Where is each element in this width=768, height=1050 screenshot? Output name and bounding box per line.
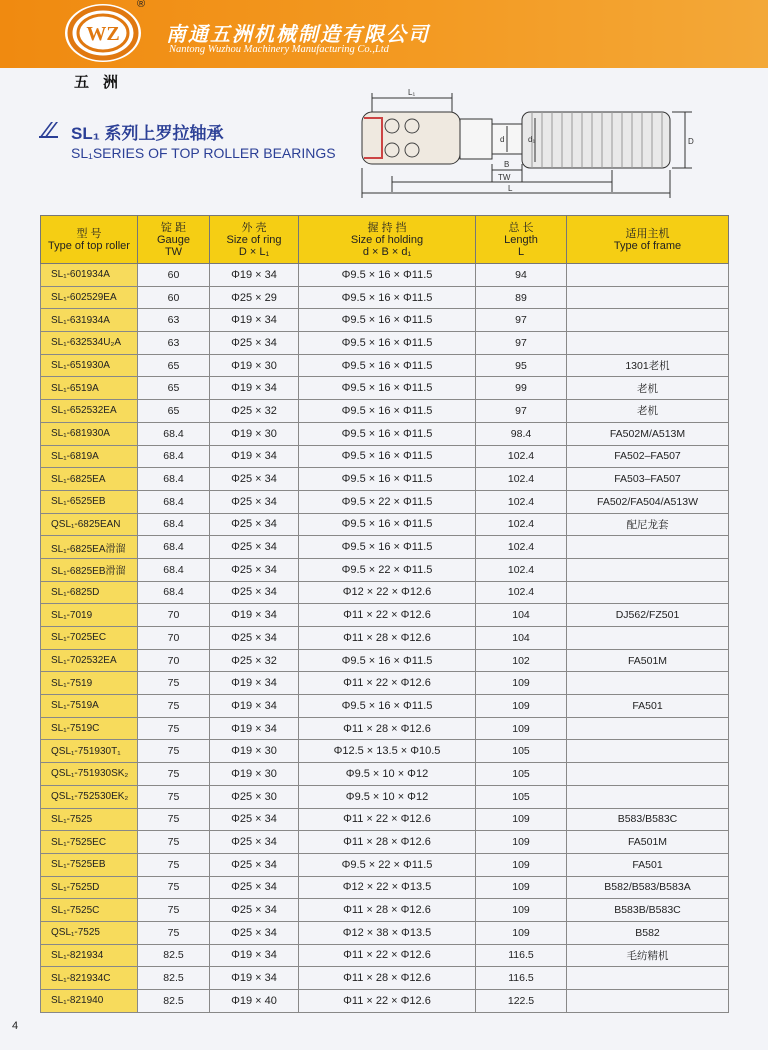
cell-length: 109 xyxy=(476,672,567,695)
cell-length: 122.5 xyxy=(476,990,567,1013)
cell-frame xyxy=(567,740,729,763)
cell-holding: Φ12 × 38 × Φ13.5 xyxy=(299,921,476,944)
diagram-label-b: B xyxy=(504,160,510,169)
cell-model: SL₁-681930A xyxy=(41,422,138,445)
table-row xyxy=(41,309,729,332)
table-row xyxy=(41,445,729,468)
cell-gauge: 60 xyxy=(138,264,210,287)
cell-length: 104 xyxy=(476,627,567,650)
cell-length: 109 xyxy=(476,717,567,740)
cell-ring: Φ25 × 34 xyxy=(210,899,299,922)
cell-length: 89 xyxy=(476,286,567,309)
cell-holding: Φ9.5 × 10 × Φ12 xyxy=(299,763,476,786)
cell-holding: Φ9.5 × 16 × Φ11.5 xyxy=(299,309,476,332)
header-holding-en: Size of holding xyxy=(350,233,424,246)
diagram-label-d1: d₁ xyxy=(528,135,536,144)
cell-gauge: 75 xyxy=(138,899,210,922)
cell-ring: Φ25 × 34 xyxy=(210,581,299,604)
header-length-cn: 总 长 xyxy=(508,221,534,234)
cell-gauge: 75 xyxy=(138,763,210,786)
cell-frame xyxy=(567,990,729,1013)
cell-gauge: 70 xyxy=(138,627,210,650)
cell-model: SL₁-631934A xyxy=(41,309,138,332)
cell-holding: Φ9.5 × 16 × Φ11.5 xyxy=(299,264,476,287)
cell-holding: Φ12.5 × 13.5 × Φ10.5 xyxy=(299,740,476,763)
cell-length: 109 xyxy=(476,853,567,876)
header-ring-sym: D × L₁ xyxy=(238,245,270,258)
cell-ring: Φ25 × 34 xyxy=(210,627,299,650)
cell-gauge: 70 xyxy=(138,604,210,627)
cell-model: QSL₁-751930SK₂ xyxy=(41,763,138,786)
cell-frame: FA502M/A513M xyxy=(567,422,729,445)
cell-length: 102.4 xyxy=(476,445,567,468)
company-name-en: Nantong Wuzhou Machinery Manufacturing Co.,Ltd xyxy=(169,44,389,55)
header-gauge-cn: 锭 距 xyxy=(160,221,187,234)
cell-model: SL₁-6819A xyxy=(41,445,138,468)
cell-length: 105 xyxy=(476,740,567,763)
cell-ring: Φ19 × 34 xyxy=(210,377,299,400)
cell-frame: FA501 xyxy=(567,695,729,718)
cell-length: 102.4 xyxy=(476,490,567,513)
cell-frame xyxy=(567,627,729,650)
cell-gauge: 70 xyxy=(138,649,210,672)
cell-length: 116.5 xyxy=(476,944,567,967)
cell-length: 104 xyxy=(476,604,567,627)
cell-gauge: 68.4 xyxy=(138,513,210,536)
cell-length: 109 xyxy=(476,921,567,944)
cell-length: 105 xyxy=(476,763,567,786)
cell-length: 102.4 xyxy=(476,536,567,559)
cell-model: SL₁-602529EA xyxy=(41,286,138,309)
cell-frame: FA502–FA507 xyxy=(567,445,729,468)
cell-ring: Φ19 × 34 xyxy=(210,672,299,695)
cell-gauge: 75 xyxy=(138,740,210,763)
header-holding-cn: 握 持 挡 xyxy=(367,221,407,234)
cell-ring: Φ19 × 30 xyxy=(210,354,299,377)
cell-holding: Φ11 × 28 × Φ12.6 xyxy=(299,717,476,740)
roller-bearing-diagram xyxy=(352,86,702,204)
table-row xyxy=(41,354,729,377)
table-row xyxy=(41,649,729,672)
cell-ring: Φ19 × 34 xyxy=(210,445,299,468)
table-row xyxy=(41,695,729,718)
cell-holding: Φ11 × 22 × Φ12.6 xyxy=(299,672,476,695)
page-number: 4 xyxy=(12,1020,19,1032)
cell-model: SL₁-6525EB xyxy=(41,490,138,513)
cell-model: QSL₁-751930T₁ xyxy=(41,740,138,763)
cell-length: 94 xyxy=(476,264,567,287)
cell-frame: 老机 xyxy=(567,400,729,423)
table-row xyxy=(41,332,729,355)
cell-holding: Φ9.5 × 16 × Φ11.5 xyxy=(299,400,476,423)
cell-frame: B583B/B583C xyxy=(567,899,729,922)
table-row xyxy=(41,468,729,491)
cell-frame: FA501 xyxy=(567,853,729,876)
cell-holding: Φ9.5 × 16 × Φ11.5 xyxy=(299,695,476,718)
cell-gauge: 68.4 xyxy=(138,581,210,604)
table-row xyxy=(41,422,729,445)
diagram-label-big-d: D xyxy=(688,137,694,146)
cell-model: SL₁-821934 xyxy=(41,944,138,967)
table-row xyxy=(41,740,729,763)
header-length-en: Length xyxy=(504,233,538,246)
cell-model: SL₁-601934A xyxy=(41,264,138,287)
cell-gauge: 65 xyxy=(138,377,210,400)
cell-length: 97 xyxy=(476,400,567,423)
cell-model: SL₁-702532EA xyxy=(41,649,138,672)
cell-model: SL₁-7525 xyxy=(41,808,138,831)
title-stripes-icon xyxy=(37,120,59,140)
diagram-label-tw: TW xyxy=(498,173,511,182)
cell-ring: Φ25 × 32 xyxy=(210,649,299,672)
cell-model: SL₁-632534U₂A xyxy=(41,332,138,355)
cell-gauge: 82.5 xyxy=(138,967,210,990)
cell-frame: 1301老机 xyxy=(567,354,729,377)
cell-frame xyxy=(567,264,729,287)
cell-gauge: 75 xyxy=(138,717,210,740)
header-ring-cn: 外 壳 xyxy=(241,221,267,234)
header-type-cn: 型 号 xyxy=(76,227,102,240)
cell-gauge: 75 xyxy=(138,853,210,876)
cell-length: 102.4 xyxy=(476,558,567,581)
table-row xyxy=(41,627,729,650)
cell-model: QSL₁-7525 xyxy=(41,921,138,944)
table-row xyxy=(41,672,729,695)
cell-gauge: 65 xyxy=(138,354,210,377)
header-ring xyxy=(210,216,299,264)
table-header-row xyxy=(41,216,729,264)
cell-gauge: 63 xyxy=(138,332,210,355)
cell-holding: Φ9.5 × 16 × Φ11.5 xyxy=(299,354,476,377)
cell-gauge: 75 xyxy=(138,876,210,899)
cell-frame xyxy=(567,967,729,990)
cell-holding: Φ11 × 22 × Φ12.6 xyxy=(299,808,476,831)
cell-length: 97 xyxy=(476,332,567,355)
header-gauge-en: Gauge xyxy=(156,233,191,246)
cell-length: 109 xyxy=(476,876,567,899)
cell-holding: Φ9.5 × 16 × Φ11.5 xyxy=(299,649,476,672)
cell-model: SL₁-7519A xyxy=(41,695,138,718)
registered-mark: ® xyxy=(137,0,146,10)
cell-model: SL₁-6825EA xyxy=(41,468,138,491)
header-gauge-sym: TW xyxy=(164,245,183,258)
cell-model: SL₁-821934C xyxy=(41,967,138,990)
cell-frame: DJ562/FZ501 xyxy=(567,604,729,627)
table-row xyxy=(41,921,729,944)
cell-ring: Φ19 × 30 xyxy=(210,740,299,763)
cell-ring: Φ19 × 34 xyxy=(210,967,299,990)
cell-holding: Φ11 × 22 × Φ12.6 xyxy=(299,604,476,627)
cell-length: 109 xyxy=(476,899,567,922)
header-holding-sym: d × B × d₁ xyxy=(362,245,412,258)
cell-frame: FA501M xyxy=(567,649,729,672)
cell-holding: Φ9.5 × 16 × Φ11.5 xyxy=(299,286,476,309)
cell-frame: B582/B583/B583A xyxy=(567,876,729,899)
cell-model: SL₁-7519 xyxy=(41,672,138,695)
cell-ring: Φ25 × 34 xyxy=(210,558,299,581)
cell-holding: Φ9.5 × 16 × Φ11.5 xyxy=(299,332,476,355)
company-name-cn: 南通五洲机械制造有限公司 xyxy=(166,22,430,46)
header-holding xyxy=(299,216,476,264)
cell-gauge: 75 xyxy=(138,785,210,808)
company-logo xyxy=(62,2,144,64)
cell-length: 109 xyxy=(476,808,567,831)
cell-holding: Φ9.5 × 16 × Φ11.5 xyxy=(299,536,476,559)
cell-holding: Φ9.5 × 16 × Φ11.5 xyxy=(299,445,476,468)
cell-ring: Φ25 × 34 xyxy=(210,876,299,899)
cell-ring: Φ25 × 34 xyxy=(210,536,299,559)
cell-holding: Φ9.5 × 16 × Φ11.5 xyxy=(299,468,476,491)
cell-ring: Φ25 × 34 xyxy=(210,332,299,355)
cell-gauge: 82.5 xyxy=(138,990,210,1013)
cell-ring: Φ19 × 34 xyxy=(210,944,299,967)
cell-frame xyxy=(567,763,729,786)
cell-frame xyxy=(567,309,729,332)
table-row xyxy=(41,876,729,899)
cell-frame: FA501M xyxy=(567,831,729,854)
cell-gauge: 75 xyxy=(138,831,210,854)
diagram-label-l: L xyxy=(508,184,513,193)
table-row xyxy=(41,286,729,309)
cell-model: SL₁-821940 xyxy=(41,990,138,1013)
cell-gauge: 82.5 xyxy=(138,944,210,967)
brand-name: 五洲 xyxy=(74,73,133,91)
top-roller-spec-table xyxy=(40,215,729,1013)
cell-ring: Φ19 × 34 xyxy=(210,309,299,332)
cell-holding: Φ9.5 × 10 × Φ12 xyxy=(299,785,476,808)
cell-ring: Φ25 × 29 xyxy=(210,286,299,309)
page-title-en: SL₁SERIES OF TOP ROLLER BEARINGS xyxy=(71,145,336,161)
cell-holding: Φ11 × 28 × Φ12.6 xyxy=(299,899,476,922)
cell-holding: Φ11 × 28 × Φ12.6 xyxy=(299,627,476,650)
cell-length: 109 xyxy=(476,831,567,854)
diagram-label-d: d xyxy=(500,135,505,144)
cell-frame: FA502/FA504/A513W xyxy=(567,490,729,513)
table-row xyxy=(41,853,729,876)
cell-ring: Φ19 × 34 xyxy=(210,695,299,718)
cell-length: 109 xyxy=(476,695,567,718)
cell-gauge: 68.4 xyxy=(138,422,210,445)
table-row xyxy=(41,536,729,559)
header-ring-en: Size of ring xyxy=(226,233,282,246)
cell-model: SL₁-7525EB xyxy=(41,853,138,876)
cell-ring: Φ25 × 34 xyxy=(210,468,299,491)
header-length xyxy=(476,216,567,264)
cell-length: 102 xyxy=(476,649,567,672)
cell-ring: Φ25 × 34 xyxy=(210,831,299,854)
cell-ring: Φ25 × 34 xyxy=(210,513,299,536)
cell-length: 102.4 xyxy=(476,581,567,604)
cell-holding: Φ11 × 22 × Φ12.6 xyxy=(299,944,476,967)
cell-frame: 老机 xyxy=(567,377,729,400)
cell-ring: Φ25 × 32 xyxy=(210,400,299,423)
cell-gauge: 68.4 xyxy=(138,445,210,468)
cell-ring: Φ19 × 30 xyxy=(210,422,299,445)
cell-holding: Φ11 × 28 × Φ12.6 xyxy=(299,967,476,990)
cell-model: QSL₁-6825EAN xyxy=(41,513,138,536)
cell-frame xyxy=(567,785,729,808)
cell-frame xyxy=(567,332,729,355)
header-gauge xyxy=(138,216,210,264)
cell-gauge: 68.4 xyxy=(138,558,210,581)
cell-holding: Φ9.5 × 22 × Φ11.5 xyxy=(299,853,476,876)
cell-model: SL₁-7525EC xyxy=(41,831,138,854)
cell-frame xyxy=(567,672,729,695)
header-frame-en: Type of frame xyxy=(613,239,682,252)
cell-gauge: 60 xyxy=(138,286,210,309)
cell-model: SL₁-7025EC xyxy=(41,627,138,650)
cell-ring: Φ19 × 30 xyxy=(210,763,299,786)
cell-model: SL₁-7525D xyxy=(41,876,138,899)
cell-model: SL₁-7519C xyxy=(41,717,138,740)
table-row xyxy=(41,990,729,1013)
cell-model: SL₁-6519A xyxy=(41,377,138,400)
table-row xyxy=(41,831,729,854)
table-row xyxy=(41,400,729,423)
cell-holding: Φ9.5 × 22 × Φ11.5 xyxy=(299,490,476,513)
cell-model: SL₁-6825EB滑溜 xyxy=(41,558,138,581)
diagram-label-l1: L₁ xyxy=(408,88,416,97)
cell-model: SL₁-651930A xyxy=(41,354,138,377)
cell-gauge: 75 xyxy=(138,808,210,831)
cell-holding: Φ12 × 22 × Φ13.5 xyxy=(299,876,476,899)
cell-ring: Φ25 × 34 xyxy=(210,853,299,876)
cell-frame: B582 xyxy=(567,921,729,944)
table-row xyxy=(41,604,729,627)
cell-ring: Φ19 × 34 xyxy=(210,717,299,740)
header-banner xyxy=(0,0,768,68)
logo-text: WZ xyxy=(86,23,120,45)
cell-length: 97 xyxy=(476,309,567,332)
cell-ring: Φ25 × 34 xyxy=(210,490,299,513)
header-length-sym: L xyxy=(517,245,525,258)
table-row xyxy=(41,490,729,513)
table-row xyxy=(41,967,729,990)
cell-holding: Φ9.5 × 16 × Φ11.5 xyxy=(299,377,476,400)
cell-model: SL₁-6825EA滑溜 xyxy=(41,536,138,559)
table-row xyxy=(41,558,729,581)
cell-gauge: 63 xyxy=(138,309,210,332)
table-row xyxy=(41,785,729,808)
cell-ring: Φ19 × 34 xyxy=(210,264,299,287)
header-type xyxy=(41,216,138,264)
table-row xyxy=(41,581,729,604)
cell-gauge: 75 xyxy=(138,695,210,718)
cell-holding: Φ9.5 × 16 × Φ11.5 xyxy=(299,422,476,445)
cell-ring: Φ25 × 34 xyxy=(210,808,299,831)
cell-frame xyxy=(567,581,729,604)
page-title-cn: SL₁ 系列上罗拉轴承 xyxy=(71,124,224,143)
cell-model: SL₁-652532EA xyxy=(41,400,138,423)
cell-frame xyxy=(567,286,729,309)
table-row xyxy=(41,944,729,967)
table-row xyxy=(41,513,729,536)
cell-frame: B583/B583C xyxy=(567,808,729,831)
cell-model: SL₁-7019 xyxy=(41,604,138,627)
table-row xyxy=(41,377,729,400)
table-body xyxy=(41,264,729,1013)
table-row xyxy=(41,808,729,831)
header-type-en: Type of top roller xyxy=(48,239,130,252)
header-frame xyxy=(567,216,729,264)
table-row xyxy=(41,717,729,740)
cell-model: SL₁-6825D xyxy=(41,581,138,604)
cell-gauge: 75 xyxy=(138,921,210,944)
cell-length: 105 xyxy=(476,785,567,808)
cell-frame: 配尼龙套 xyxy=(567,513,729,536)
cell-gauge: 68.4 xyxy=(138,490,210,513)
cell-ring: Φ25 × 30 xyxy=(210,785,299,808)
header-frame-cn: 适用主机 xyxy=(625,227,670,240)
cell-holding: Φ11 × 28 × Φ12.6 xyxy=(299,831,476,854)
table-row xyxy=(41,264,729,287)
cell-holding: Φ11 × 22 × Φ12.6 xyxy=(299,990,476,1013)
cell-holding: Φ9.5 × 22 × Φ11.5 xyxy=(299,558,476,581)
cell-frame xyxy=(567,717,729,740)
cell-frame xyxy=(567,536,729,559)
cell-gauge: 75 xyxy=(138,672,210,695)
cell-length: 102.4 xyxy=(476,468,567,491)
cell-gauge: 68.4 xyxy=(138,468,210,491)
cell-gauge: 65 xyxy=(138,400,210,423)
cell-ring: Φ19 × 34 xyxy=(210,604,299,627)
cell-length: 98.4 xyxy=(476,422,567,445)
cell-frame: FA503–FA507 xyxy=(567,468,729,491)
cell-holding: Φ12 × 22 × Φ12.6 xyxy=(299,581,476,604)
cell-length: 102.4 xyxy=(476,513,567,536)
cell-model: SL₁-7525C xyxy=(41,899,138,922)
cell-frame: 毛纺精机 xyxy=(567,944,729,967)
cell-ring: Φ25 × 34 xyxy=(210,921,299,944)
table-row xyxy=(41,763,729,786)
cell-length: 99 xyxy=(476,377,567,400)
table-row xyxy=(41,899,729,922)
cell-length: 116.5 xyxy=(476,967,567,990)
cell-gauge: 68.4 xyxy=(138,536,210,559)
cell-holding: Φ9.5 × 16 × Φ11.5 xyxy=(299,513,476,536)
cell-frame xyxy=(567,558,729,581)
cell-ring: Φ19 × 40 xyxy=(210,990,299,1013)
cell-length: 95 xyxy=(476,354,567,377)
cell-model: QSL₁-752530EK₂ xyxy=(41,785,138,808)
